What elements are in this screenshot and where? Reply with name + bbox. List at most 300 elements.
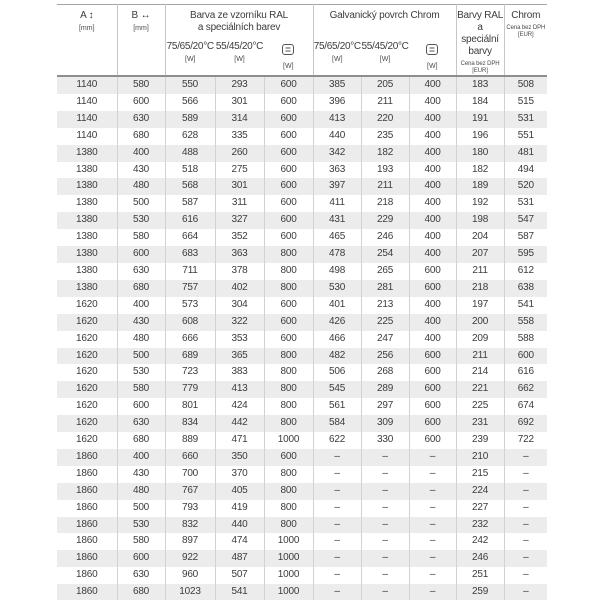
cell: 600 [517,349,534,361]
table-row [57,314,547,331]
cell: 413 [215,381,264,398]
cell: 411 [313,195,361,212]
col-a-unit: [mm] [78,25,95,32]
cell: 1380 [57,246,117,263]
cell: 800 [264,398,313,415]
cell: 221 [456,381,504,398]
cell: 224 [456,483,504,500]
cell: 800 [264,263,313,280]
cell: 1023 [165,584,215,600]
cell: – [523,535,529,547]
electric-heater-icon [282,42,294,60]
cell: 1000 [264,584,313,600]
cell: 508 [517,79,534,90]
cell: 481 [517,146,534,158]
cell: 227 [456,500,504,517]
cell: 400 [409,178,456,195]
cell: 229 [361,212,409,229]
cell: 680 [117,584,165,600]
group-ral-line2: a speciálních barev [197,22,281,33]
cell: 1620 [57,314,117,331]
cell: 767 [165,483,215,500]
cell: 207 [456,246,504,263]
cell: 1860 [57,483,117,500]
cell: 600 [264,145,313,162]
cell: 211 [456,348,504,365]
subheader-chrome-electric: [W] [409,38,456,76]
cell: – [313,567,361,584]
cell: – [361,449,409,466]
cell: 666 [165,331,215,348]
cell: 1860 [57,500,117,517]
cell: 213 [361,297,409,314]
cell: 180 [456,145,504,162]
table-row [57,229,547,246]
cell: 1380 [57,145,117,162]
cell: – [409,533,456,550]
cell: 1620 [57,364,117,381]
cell: 580 [117,533,165,550]
cell: – [523,586,529,598]
cell: – [313,584,361,600]
table-header [57,5,547,77]
cell: 494 [517,163,534,175]
cell: 239 [456,432,504,449]
cell: 600 [117,398,165,415]
cell: 218 [456,280,504,297]
cell: 630 [117,415,165,432]
cell: 400 [409,162,456,179]
cell: 225 [361,314,409,331]
cell: 588 [517,332,534,344]
cell: 531 [517,197,534,209]
cell: 480 [117,331,165,348]
cell: 692 [517,417,534,429]
cell: 400 [409,76,456,94]
cell: 182 [456,162,504,179]
header-col-height [57,5,117,77]
cell: 363 [313,162,361,179]
table-row [57,466,547,483]
cell: 608 [165,314,215,331]
cell: 500 [117,348,165,365]
cell: 335 [215,128,264,145]
cell: 466 [313,331,361,348]
table-row [57,364,547,381]
table-row [57,483,547,500]
cell: 800 [264,483,313,500]
vertical-arrow-icon: ↕ [88,10,94,21]
cell: – [409,550,456,567]
cell: 584 [313,415,361,432]
cell: 530 [313,280,361,297]
cell: 897 [165,533,215,550]
cell: 1380 [57,178,117,195]
cell: – [361,584,409,600]
cell: 314 [215,111,264,128]
cell: 600 [264,178,313,195]
table-row [57,297,547,314]
cell: 622 [313,432,361,449]
cell: 268 [361,364,409,381]
cell: 430 [117,314,165,331]
cell: 889 [165,432,215,449]
table-row [57,432,547,449]
cell: 680 [117,280,165,297]
cell: 630 [117,111,165,128]
cell: 515 [517,95,534,107]
cell: 289 [361,381,409,398]
table-row [57,128,547,145]
cell: – [361,567,409,584]
cell: 530 [117,364,165,381]
cell: 365 [215,348,264,365]
cell: 1860 [57,466,117,483]
cell: – [313,500,361,517]
table-row [57,331,547,348]
cell: 256 [361,348,409,365]
cell: – [523,569,529,581]
cell: 600 [409,280,456,297]
cell: 400 [409,195,456,212]
cell: 680 [117,128,165,145]
cell: 566 [165,94,215,111]
cell: 960 [165,567,215,584]
cell: – [361,517,409,534]
cell: 246 [456,550,504,567]
cell: 383 [215,364,264,381]
cell: 600 [264,94,313,111]
cell: 1140 [57,128,117,145]
table-row [57,162,547,179]
cell: 630 [117,263,165,280]
price-ral-line1: Barvy RAL a [457,10,504,33]
cell: 440 [215,517,264,534]
cell: 197 [456,297,504,314]
price-chrome-title: Chrom [511,10,541,21]
cell: 209 [456,331,504,348]
cell: 311 [215,195,264,212]
table-row [57,567,547,584]
cell: 531 [517,112,534,124]
table-row [57,500,547,517]
cell: 254 [361,246,409,263]
table-row [57,415,547,432]
cell: 800 [264,280,313,297]
cell: 430 [117,162,165,179]
cell: 1380 [57,212,117,229]
cell: 757 [165,280,215,297]
cell: 265 [361,263,409,280]
cell: 1380 [57,162,117,179]
table-row [57,348,547,365]
cell: 488 [165,145,215,162]
cell: 246 [361,229,409,246]
cell: 370 [215,466,264,483]
cell: 431 [313,212,361,229]
cell: 330 [361,432,409,449]
cell: 400 [117,145,165,162]
col-b-unit: [mm] [133,25,149,32]
cell: 600 [264,314,313,331]
cell: 400 [409,94,456,111]
subheader-ral-75-65-20: 75/65/20°C [W] [165,38,215,76]
cell: 722 [517,434,534,446]
cell: 1620 [57,415,117,432]
cell: 800 [264,364,313,381]
cell: 600 [264,449,313,466]
cell: 402 [215,280,264,297]
cell: 1380 [57,195,117,212]
cell: 210 [456,449,504,466]
cell: 400 [409,111,456,128]
table-row [57,94,547,111]
cell: 281 [361,280,409,297]
cell: 500 [117,500,165,517]
cell: – [409,500,456,517]
cell: 200 [456,314,504,331]
cell: 600 [264,212,313,229]
cell: 405 [215,483,264,500]
cell: 541 [517,298,534,310]
cell: 400 [409,297,456,314]
cell: 482 [313,348,361,365]
electric-heater-icon [426,42,438,60]
cell: 800 [264,348,313,365]
price-chrome-note: Cena bez DPH [EUR] [506,25,546,38]
cell: 600 [409,415,456,432]
cell: 518 [165,162,215,179]
cell: – [361,483,409,500]
cell: – [313,449,361,466]
cell: 1860 [57,584,117,600]
cell: 587 [165,195,215,212]
table-row [57,76,547,94]
cell: 214 [456,364,504,381]
cell: 660 [165,449,215,466]
cell: 832 [165,517,215,534]
cell: 689 [165,348,215,365]
cell: 779 [165,381,215,398]
cell: 205 [361,76,409,94]
cell: 711 [165,263,215,280]
cell: 231 [456,415,504,432]
table-body [57,76,547,600]
cell: 600 [117,246,165,263]
cell: 419 [215,500,264,517]
cell: 247 [361,331,409,348]
cell: 800 [264,517,313,534]
table-row [57,517,547,534]
cell: 498 [313,263,361,280]
cell: 580 [117,229,165,246]
cell: 487 [215,550,264,567]
cell: 259 [456,584,504,600]
cell: 558 [517,315,534,327]
cell: 400 [409,128,456,145]
cell: 1000 [264,550,313,567]
cell: 1860 [57,533,117,550]
cell: 723 [165,364,215,381]
cell: 1000 [264,533,313,550]
cell: 400 [117,449,165,466]
cell: 800 [264,381,313,398]
cell: 189 [456,178,504,195]
cell: 600 [409,364,456,381]
subheader-chrome-55-45-20: 55/45/20°C [W] [361,38,409,76]
cell: 551 [517,129,534,141]
cell: 674 [517,400,534,412]
cell: 1380 [57,280,117,297]
cell: 595 [517,248,534,260]
header-group-ral-colors [165,5,313,39]
cell: 363 [215,246,264,263]
cell: 600 [117,94,165,111]
header-col-price-ral [456,5,504,77]
cell: 478 [313,246,361,263]
cell: 1380 [57,229,117,246]
cell: 630 [117,567,165,584]
cell: 638 [517,281,534,293]
cell: – [313,533,361,550]
cell: 1860 [57,517,117,534]
subheader-ral-55-45-20: 55/45/20°C [W] [215,38,264,76]
cell: 568 [165,178,215,195]
table-row [57,145,547,162]
table-row [57,398,547,415]
cell: 465 [313,229,361,246]
cell: 301 [215,94,264,111]
cell: 242 [456,533,504,550]
subheader-chrome-75-65-20: 75/65/20°C [W] [313,38,361,76]
cell: – [409,483,456,500]
cell: 600 [264,195,313,212]
cell: 474 [215,533,264,550]
cell: – [523,450,529,462]
cell: 232 [456,517,504,534]
cell: 400 [409,229,456,246]
cell: 304 [215,297,264,314]
cell: – [409,466,456,483]
cell: 480 [117,483,165,500]
table-row [57,195,547,212]
cell: 600 [264,128,313,145]
cell: 507 [215,567,264,584]
spec-price-table [57,4,547,600]
price-ral-note: Cena bez DPH [EUR] [460,61,500,74]
table-row [57,263,547,280]
cell: 182 [361,145,409,162]
cell: 616 [517,366,534,378]
cell: 600 [409,398,456,415]
cell: 1620 [57,297,117,314]
cell: – [523,501,529,513]
cell: – [523,552,529,564]
cell: 301 [215,178,264,195]
cell: 922 [165,550,215,567]
cell: 442 [215,415,264,432]
cell: 220 [361,111,409,128]
cell: – [361,500,409,517]
cell: 400 [409,212,456,229]
cell: 471 [215,432,264,449]
cell: 801 [165,398,215,415]
cell: 600 [264,111,313,128]
group-ral-line1: Barva ze vzorníku RAL [189,10,289,21]
cell: 800 [264,500,313,517]
cell: 400 [409,314,456,331]
cell: 400 [409,145,456,162]
table-row [57,584,547,600]
cell: 541 [215,584,264,600]
cell: – [313,466,361,483]
table-row [57,212,547,229]
cell: 183 [456,76,504,94]
cell: 225 [456,398,504,415]
subheader-ral-electric: [W] [264,38,313,76]
cell: 1860 [57,567,117,584]
cell: – [523,467,529,479]
cell: 600 [264,162,313,179]
cell: 198 [456,212,504,229]
col-b-label: B [131,10,139,21]
cell: 600 [409,432,456,449]
cell: 587 [517,231,534,243]
cell: 545 [313,381,361,398]
cell: 353 [215,331,264,348]
cell: 1620 [57,432,117,449]
cell: 589 [165,111,215,128]
cell: 506 [313,364,361,381]
cell: 426 [313,314,361,331]
cell: 204 [456,229,504,246]
cell: – [313,483,361,500]
cell: 664 [165,229,215,246]
cell: 413 [313,111,361,128]
header-group-galvanic-chrome [313,5,456,39]
cell: 600 [264,229,313,246]
cell: 400 [409,246,456,263]
cell: 211 [361,178,409,195]
cell: 184 [456,94,504,111]
cell: 1620 [57,398,117,415]
cell: 352 [215,229,264,246]
cell: 600 [409,263,456,280]
cell: 1000 [264,432,313,449]
table-row [57,449,547,466]
table-row [57,381,547,398]
price-ral-line2: speciální barvy [461,34,499,57]
cell: 397 [313,178,361,195]
cell: 800 [264,466,313,483]
cell: 547 [517,214,534,226]
cell: 561 [313,398,361,415]
cell: 378 [215,263,264,280]
cell: 424 [215,398,264,415]
cell: – [523,484,529,496]
cell: 550 [165,76,215,94]
cell: 196 [456,128,504,145]
cell: 600 [264,297,313,314]
cell: 580 [117,76,165,94]
cell: 192 [456,195,504,212]
cell: 191 [456,111,504,128]
cell: 400 [117,297,165,314]
cell: – [361,550,409,567]
cell: 834 [165,415,215,432]
cell: 327 [215,212,264,229]
cell: 628 [165,128,215,145]
